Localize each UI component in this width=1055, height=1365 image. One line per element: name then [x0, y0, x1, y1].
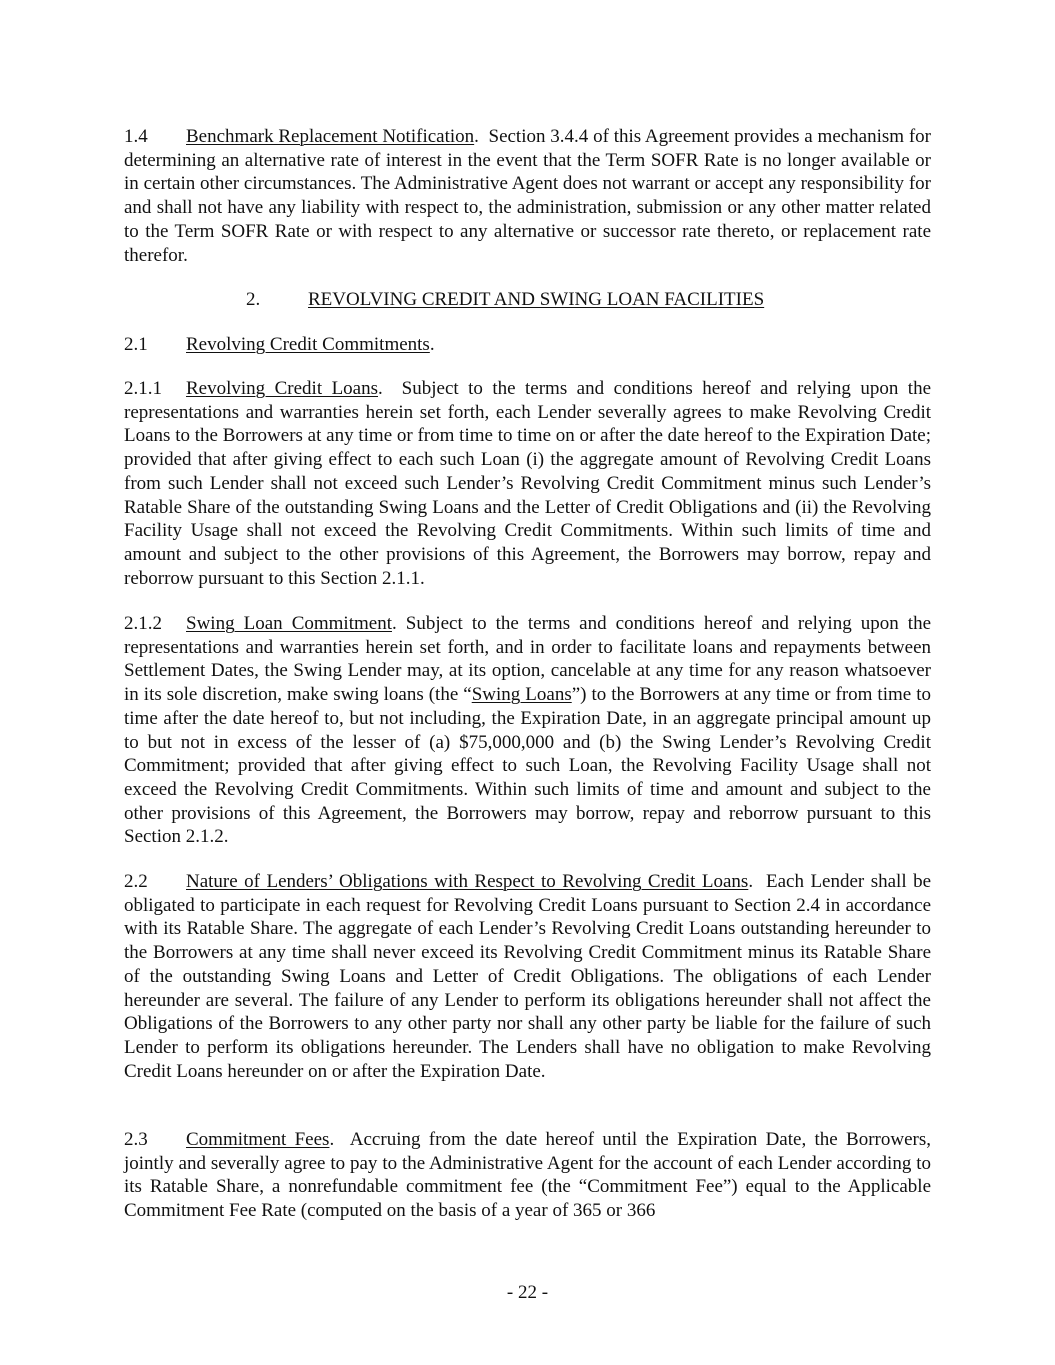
section-number: 2.1 [124, 334, 148, 355]
section-2-1 [124, 333, 931, 357]
title-punctuation: . [429, 334, 435, 355]
section-title: Revolving Credit Commitments [186, 334, 430, 355]
section-number: 2.1.1 [124, 378, 162, 399]
section-1-4 [124, 125, 931, 267]
section-text: Subject to the terms and conditions hereof and relying upon the representations and warranties herein set forth, each Lender severally agrees to make Revolving Credit Loans to the Borrowers at any time or from time to time on or after the date hereof to the Expiration Date; provided that after giving effect to each such Loan (i) the aggregate amount of Revolving Credit Loans from such Lender shall not exceed such Lender’s Revolving Credit Commitment minus such Lender’s Ratable Share of the outstanding Swing Loans and the Letter of Credit Obligations and (ii) the Revolving Facility Usage shall not exceed the Revolving Credit Commitments. Within such limits of time and amount and subject to the other provisions of this Agreement, the Borrowers may borrow, repay and reborrow pursuant to this Section 2.1.1. [124, 378, 931, 589]
section-text: Each Lender shall be obligated to participate in each request for Revolving Credit Loans pursuant to Section 2.4 in accordance with its Ratable Share. The aggregate of each Lender’s Revolving Credit Loans outstanding hereunder to the Borrowers at any time shall never exceed its Revolving Credit Commitment minus its Ratable Share of the outstanding Swing Loans and Letter of Credit Obligations. The obligations of each Lender hereunder are several. The failure of any Lender to perform its obligations hereunder shall not affect the Obligations of the Borrowers to any other party nor shall any other party be liable for the failure of such Lender to perform its obligations hereunder. The Lenders shall have no obligation to make Revolving Credit Loans hereunder on or after the Expiration Date. [124, 871, 931, 1082]
article-number: 2. [246, 289, 261, 310]
section-number: 2.1.2 [124, 613, 162, 634]
section-number: 1.4 [124, 126, 148, 147]
defined-term-swing-loans: Swing Loans [471, 684, 572, 706]
section-text: Accruing from the date hereof until the Expiration Date, the Borrowers, jointly and severally agree to pay to the Administrative Agent for the account of each Lender according to its Ratable Share, a nonrefundable commitment fee (the “Commitment Fee”) equal to the Applicable Commitment Fee Rate (computed on the basis of a year of 365 or 366 [124, 1129, 932, 1222]
section-2-2 [124, 870, 931, 1083]
section-title: Revolving Credit Loans [186, 378, 378, 399]
section-text-part-1: Subject to the terms and conditions hereof and relying upon the representations and warranties herein set forth, and in order to facilitate loans and repayments between Settlement Dates, the Swing Lender may, at its option, cancelable at any time for any reason whatsoever in its sole discretion, make swing loans (the “ [124, 613, 931, 706]
title-punctuation: . [748, 871, 754, 892]
section-2-1-2 [124, 612, 931, 849]
title-punctuation: . [378, 378, 383, 399]
section-2-3 [124, 1128, 931, 1223]
title-punctuation: . [474, 126, 479, 147]
section-2-1-1 [124, 377, 931, 590]
section-title: Nature of Lenders’ Obligations with Respect to Revolving Credit Loans [186, 871, 749, 892]
section-title: Swing Loan Commitment [186, 613, 392, 634]
title-punctuation: . [329, 1129, 335, 1150]
article-title: REVOLVING CREDIT AND SWING LOAN FACILITIES [308, 289, 765, 310]
section-text: Section 3.4.4 of this Agreement provides a mechanism for determining an alternative rate of interest in the event that the Term SOFR Rate is no longer available or in certain other circumstances. The Administrative Agent does not warrant or accept any responsibility for and shall not have any liability with respect to, the administration, submission or any other matter related to the Term SOFR Rate or with respect to any alternative or successor rate thereto, or replacement rate therefor. [124, 126, 932, 266]
article-2-heading [246, 288, 946, 312]
section-number: 2.2 [124, 871, 148, 892]
section-title: Commitment Fees [186, 1129, 330, 1150]
section-text-part-2: ”) to the Borrowers at any time or from time to time after the date hereof to, but not including, the Expiration Date, in an aggregate principal amount up to but not in excess of the lesser of (a) $75,000,000 and (b) the Swing Lender’s Revolving Credit Commitment; provided that after giving effect to such Loan, the Revolving Facility Usage shall not exceed the Revolving Credit Commitments. Within such limits of time and amount and subject to the other provisions of this Agreement, the Borrowers may borrow, repay and reborrow pursuant to this Section 2.1.2. [124, 684, 931, 848]
title-punctuation: . [391, 613, 397, 634]
section-title: Benchmark Replacement Notification [186, 126, 475, 147]
page-number: - 22 - [506, 1282, 549, 1303]
section-number: 2.3 [124, 1129, 148, 1150]
